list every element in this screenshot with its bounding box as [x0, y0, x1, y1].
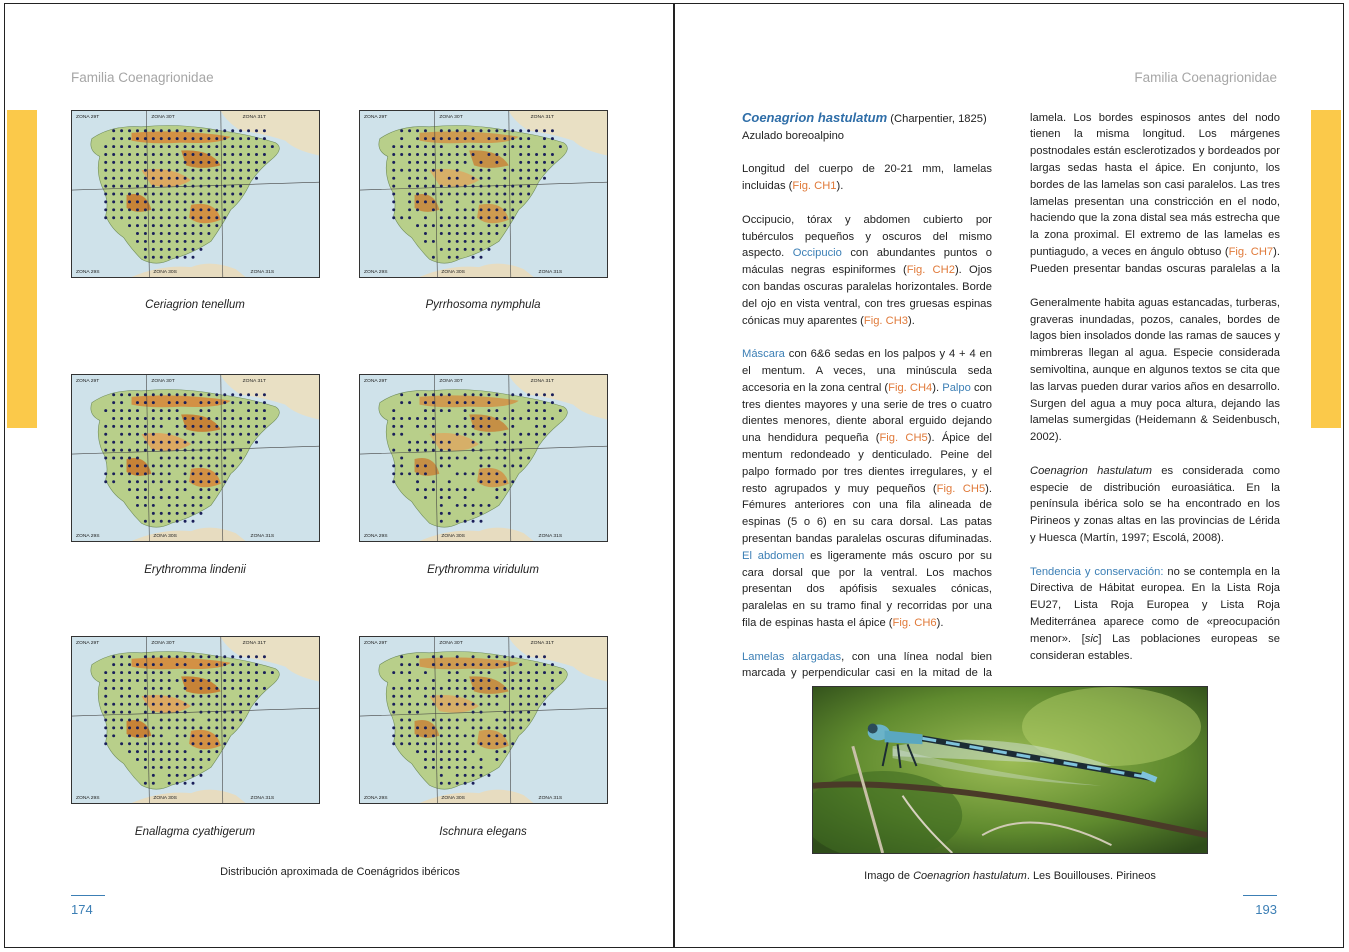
- term-highlight: Máscara: [742, 348, 785, 361]
- species-name: Coenagrion hastulatum: [742, 110, 888, 125]
- utm-zone-label: ZONA 30S: [153, 796, 177, 802]
- utm-zone-label: ZONA 29T: [363, 378, 388, 384]
- term-highlight: Lamelas alargadas: [742, 650, 842, 663]
- utm-zone-label: ZONA 29S: [75, 534, 100, 540]
- utm-zone-label: ZONA 29S: [75, 270, 100, 276]
- iberia-map: [72, 111, 319, 277]
- utm-zone-label: ZONA 29T: [75, 640, 100, 646]
- utm-zone-label: ZONA 30S: [153, 534, 177, 540]
- utm-zone-label: ZONA 31S: [250, 796, 275, 802]
- map-caption: Enallagma cyathigerum: [134, 826, 256, 838]
- paragraph-lamellae-continued: lamela. Los bordes espinosos antes del nodo tienen la misma longitud. Los márgenes postnodales están esclerotizados y bordeados por largas sedas hasta el ápice. En conjunto, los bordes de las lamelas son casi paralelos. Las tres lamelas presentan una constricción en el nodo, haciendo que la zona distal sea más estrecha que la zona proximal. El extremo de las lamelas es puntiagudo, a veces en ángulo obtuso (Fig. CH7). Pueden presentar bandas oscuras paralelas a la: [1030, 111, 1280, 275]
- paragraph-mask: Máscara con 6&6 sedas en los palpos y 4 + 4 en el mentum. A veces, una minúscula seda accesoria en la zona central (Fig. CH4). Palpo con tres dientes mayores y una serie de tres o cuatro dientes menores, diente aboral erguido dejando una hendidura pequeña (Fig. CH5). Ápice del mentum redondeado y denticulado. Peine del palpo formado por tres dientes irregulares, y el resto agrupados y muy pequeños (Fig. CH5). Fémures anteriores con una fila alineada de espinas (5 o 6) en su cara dorsal. Las patas presentan bandas paralelas oscuras difuminadas. El abdomen es ligeramente más oscuro por su cara dorsal que por la ventral. Los machos presentan dos apófisis sexuales cónicas, paralelas en su tramo final y recorridas por una fila de espinas hasta el ápice (Fig. CH6).: [742, 348, 993, 629]
- utm-zone-label: ZONA 30T: [439, 640, 463, 646]
- figure-reference[interactable]: Fig. CH1: [792, 180, 837, 193]
- figure-reference[interactable]: Fig. CH4: [888, 381, 933, 394]
- figure-reference[interactable]: Fig. CH7: [1228, 245, 1274, 258]
- utm-zone-label: ZONA 31S: [250, 534, 275, 540]
- utm-zone-label: ZONA 31T: [530, 114, 554, 120]
- utm-zone-label: ZONA 29S: [363, 270, 388, 276]
- right-page: [674, 3, 1344, 948]
- figure-reference[interactable]: Fig. CH6: [892, 616, 937, 629]
- utm-zone-label: ZONA 31T: [530, 640, 554, 646]
- species-heading: [742, 110, 992, 145]
- utm-zone-label: ZONA 29T: [363, 114, 388, 120]
- page-number-right: 193: [1255, 902, 1277, 917]
- utm-zone-label: ZONA 30S: [441, 270, 465, 276]
- map-caption: Ischnura elegans: [439, 826, 527, 838]
- iberia-map: [360, 637, 607, 803]
- figure-caption: Distribución aproximada de Coenágridos ibéricos: [220, 866, 460, 878]
- photo-caption: Imago de Coenagrion hastulatum. Les Bouillouses. Pirineos: [864, 870, 1156, 882]
- utm-zone-label: ZONA 29S: [363, 534, 388, 540]
- utm-zone-label: ZONA 30S: [153, 270, 177, 276]
- running-head-left: Familia Coenagrionidae: [71, 70, 214, 85]
- figure-reference[interactable]: Fig. CH5: [936, 482, 986, 495]
- paragraph-body: Occipucio, tórax y abdomen cubierto por tubérculos pequeños y oscuros del mismo aspecto. Occipucio con abundantes puntos o máculas negras espiniformes (Fig. CH2). Ojos con bandas oscuras paralelas horizontales. Borde del ojo en vista ventral, con tres gruesas espinas cónicas muy aparentes (Fig. CH3).: [742, 213, 993, 327]
- section-tab-left: [7, 110, 37, 428]
- distribution-map: [71, 110, 320, 278]
- distribution-map: [359, 374, 608, 542]
- utm-zone-label: ZONA 31S: [538, 534, 563, 540]
- map-caption: Ceriagrion tenellum: [145, 299, 245, 311]
- utm-zone-label: ZONA 31S: [538, 270, 563, 276]
- running-head-right: Familia Coenagrionidae: [1134, 70, 1277, 85]
- map-caption: Erythromma lindenii: [144, 564, 246, 576]
- utm-zone-label: ZONA 29S: [75, 796, 100, 802]
- utm-zone-label: ZONA 31S: [250, 270, 275, 276]
- utm-zone-label: ZONA 29S: [363, 796, 388, 802]
- species-author: (Charpentier, 1825): [887, 113, 987, 125]
- utm-zone-label: ZONA 30S: [441, 534, 465, 540]
- text-column-1: [742, 110, 992, 699]
- term-highlight: El abdomen: [742, 549, 805, 562]
- utm-zone-label: ZONA 31T: [530, 378, 554, 384]
- map-caption: Erythromma viridulum: [427, 564, 539, 576]
- utm-zone-label: ZONA 30T: [439, 114, 463, 120]
- paragraph-conservation: Tendencia y conservación: no se contempla en la Directiva de Hábitat europea. En la Lista Roja EU27, Lista Roja Europea y Lista Roja Mediterránea aparece como de «preocupación menor». [sic] Las poblaciones europeas se consideran estables.: [1030, 565, 1280, 662]
- paragraph-habitat: Generalmente habita aguas estancadas, turberas, graveras inundadas, pozos, canales, bordes de lagos bien insolados donde las ramas de sauces y mimbreras llegan al agua. Especie considerada semivoltina, aunque en algunos textos se cita que las larvas pueden durar varios años en desarrollo. Surgen del agua a muy poca altura, dejando las lamelas sumergidas (Heidemann & Seidenbusch, 2002).: [1030, 296, 1281, 444]
- map-caption: Pyrrhosoma nymphula: [425, 299, 541, 311]
- term-highlight: Palpo: [942, 381, 971, 394]
- distribution-map: [359, 636, 608, 804]
- utm-zone-label: ZONA 29T: [75, 114, 100, 120]
- page-number-left: 174: [71, 902, 93, 917]
- paragraph-lamellae: Lamelas alargadas, con una línea nodal bien marcada y perpendicular casi en la mitad de la: [742, 650, 992, 680]
- distribution-map: [71, 374, 320, 542]
- paragraph-distribution: Coenagrion hastulatum es considerada como especie de distribución euroasiática. En la península ibérica solo se ha encontrado en los Pirineos y zonas altas en las provincias de Lérida y Huesca (Martín, 1997; Escolá, 2008).: [1030, 464, 1281, 544]
- utm-zone-label: ZONA 31S: [538, 796, 563, 802]
- utm-zone-label: ZONA 29T: [363, 640, 388, 646]
- utm-zone-label: ZONA 30S: [441, 796, 465, 802]
- section-tab-right: [1311, 110, 1341, 428]
- iberia-map: [72, 637, 319, 803]
- figure-reference[interactable]: Fig. CH3: [863, 314, 909, 327]
- utm-zone-label: ZONA 30T: [151, 378, 175, 384]
- iberia-map: [360, 375, 607, 541]
- distribution-map: [71, 636, 320, 804]
- utm-zone-label: ZONA 30T: [439, 378, 463, 384]
- damselfly-illustration: [813, 687, 1207, 853]
- term-highlight: Occipucio: [792, 247, 842, 260]
- utm-zone-label: ZONA 31T: [242, 378, 266, 384]
- text-column-2: [1030, 110, 1280, 681]
- species-italic: Coenagrion hastulatum: [1030, 464, 1152, 477]
- iberia-map: [360, 111, 607, 277]
- common-name: Azulado boreoalpino: [742, 129, 845, 142]
- utm-zone-label: ZONA 31T: [242, 640, 266, 646]
- utm-zone-label: ZONA 30T: [151, 114, 175, 120]
- damselfly-photo: [812, 686, 1208, 854]
- figure-reference[interactable]: Fig. CH2: [906, 264, 955, 277]
- figure-reference[interactable]: Fig. CH5: [879, 432, 928, 445]
- distribution-map: [359, 110, 608, 278]
- utm-zone-label: ZONA 29T: [75, 378, 100, 384]
- term-highlight: Tendencia y conservación:: [1030, 565, 1164, 578]
- utm-zone-label: ZONA 30T: [151, 640, 175, 646]
- iberia-map: [72, 375, 319, 541]
- left-page: [4, 3, 674, 948]
- utm-zone-label: ZONA 31T: [242, 114, 266, 120]
- paragraph-length: Longitud del cuerpo de 20-21 mm, lamelas incluidas (Fig. CH1).: [742, 163, 992, 193]
